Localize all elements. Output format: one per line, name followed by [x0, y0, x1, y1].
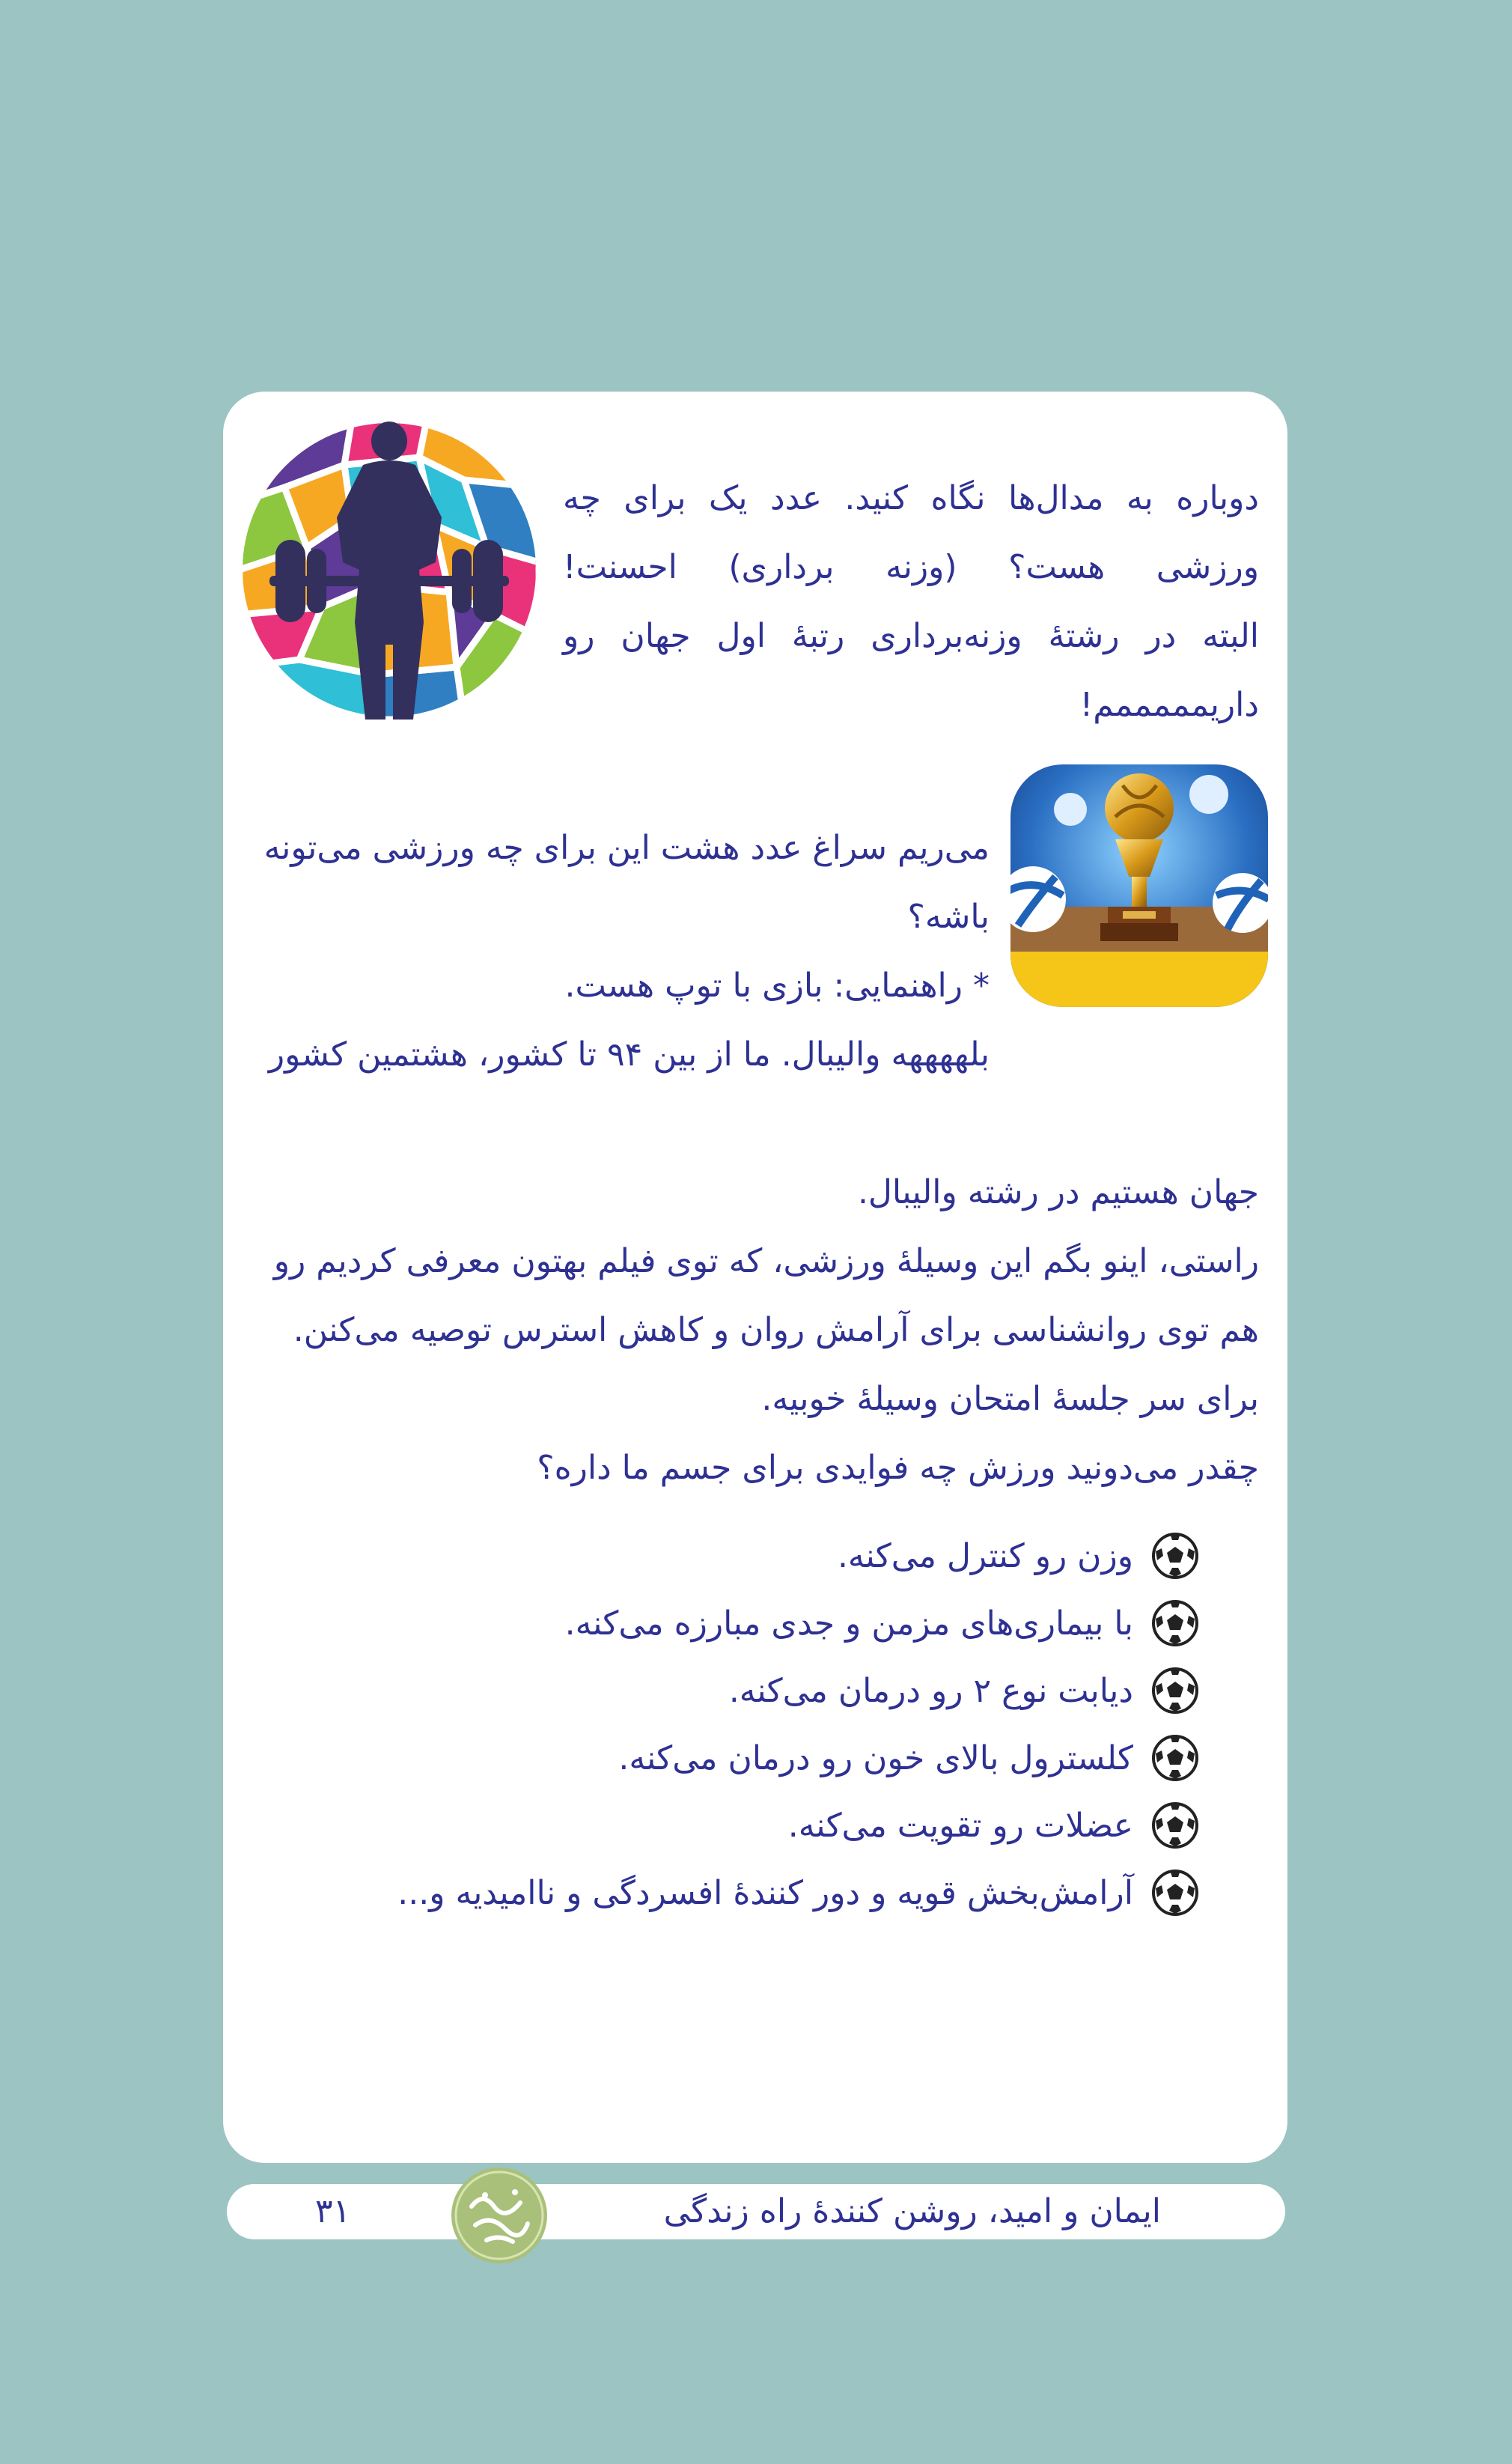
page-footer [227, 2184, 1285, 2239]
body-line-2: راستی، اینو بگم این وسیلۀ ورزشی، که توی فیلم بهتون معرفی کردیم رو [273, 1242, 1259, 1280]
benefit-text: دیابت نوع ۲ رو درمان می‌کنه. [728, 1671, 1133, 1710]
question-paragraph [249, 814, 990, 1089]
benefit-text: با بیماری‌های مزمن و جدی مبارزه می‌کنه. [564, 1604, 1133, 1643]
soccer-ball-icon [1151, 1532, 1199, 1580]
benefit-text: وزن رو کنترل می‌کنه. [837, 1536, 1133, 1575]
body-line-3: هم توی روانشناسی برای آرامش روان و کاهش استرس توصیه می‌کنن. [293, 1311, 1259, 1349]
list-item [376, 1590, 1199, 1657]
benefit-text: کلسترول بالای خون رو درمان می‌کنه. [618, 1739, 1133, 1777]
body-line-4: برای سر جلسۀ امتحان وسیلۀ خوبیه. [761, 1380, 1259, 1418]
volleyball-trophy-image [1010, 764, 1268, 1007]
body-line-1: جهان هستیم در رشته والیبال. [857, 1173, 1259, 1211]
soccer-ball-icon [1151, 1801, 1199, 1849]
page-number: ۳۱ [315, 2192, 351, 2230]
content-card [223, 392, 1287, 2163]
body-paragraph [256, 1158, 1259, 1503]
footer-title: ایمان و امید، روشن کنندۀ راه زندگی [663, 2192, 1161, 2230]
intro-line-2: ورزشی هست؟ (وزنه برداری) احسنت! [563, 548, 1259, 586]
list-item [376, 1792, 1199, 1859]
list-item [376, 1724, 1199, 1792]
list-item [376, 1522, 1199, 1590]
intro-line-1: دوباره به مدال‌ها نگاه کنید. عدد یک برای چه [563, 479, 1259, 517]
hint-text: * راهنمایی: بازی با توپ هست. [564, 967, 990, 1005]
intro-paragraph [563, 464, 1259, 740]
benefit-text: عضلات رو تقویت می‌کنه. [787, 1806, 1133, 1845]
benefit-text: آرامش‌بخش قویه و دور کنندۀ افسردگی و ناامیدیه و... [397, 1873, 1133, 1912]
intro-line-4: داریمممممم! [1079, 686, 1259, 724]
question-line-2: باشه؟ [907, 898, 990, 936]
salam-zendegi-logo [449, 2165, 549, 2266]
trophy-icon [1010, 764, 1268, 1007]
soccer-ball-icon [1151, 1599, 1199, 1647]
benefits-list [376, 1522, 1199, 1926]
soccer-ball-icon [1151, 1734, 1199, 1782]
soccer-ball-icon [1151, 1667, 1199, 1715]
weightlifting-icon [240, 420, 539, 720]
answer-text: بلههههه والیبال. ما از بین ۹۴ تا کشور، هشتمین کشور [268, 1035, 990, 1074]
list-item [376, 1657, 1199, 1724]
intro-line-3: البته در رشتۀ وزنه‌برداری رتبۀ اول جهان رو [563, 617, 1259, 655]
list-item [376, 1859, 1199, 1926]
body-line-5: چقدر می‌دونید ورزش چه فوایدی برای جسم ما داره؟ [537, 1449, 1259, 1487]
question-line-1: می‌ریم سراغ عدد هشت این برای چه ورزشی می‌تونه [263, 829, 990, 867]
soccer-ball-icon [1151, 1869, 1199, 1917]
